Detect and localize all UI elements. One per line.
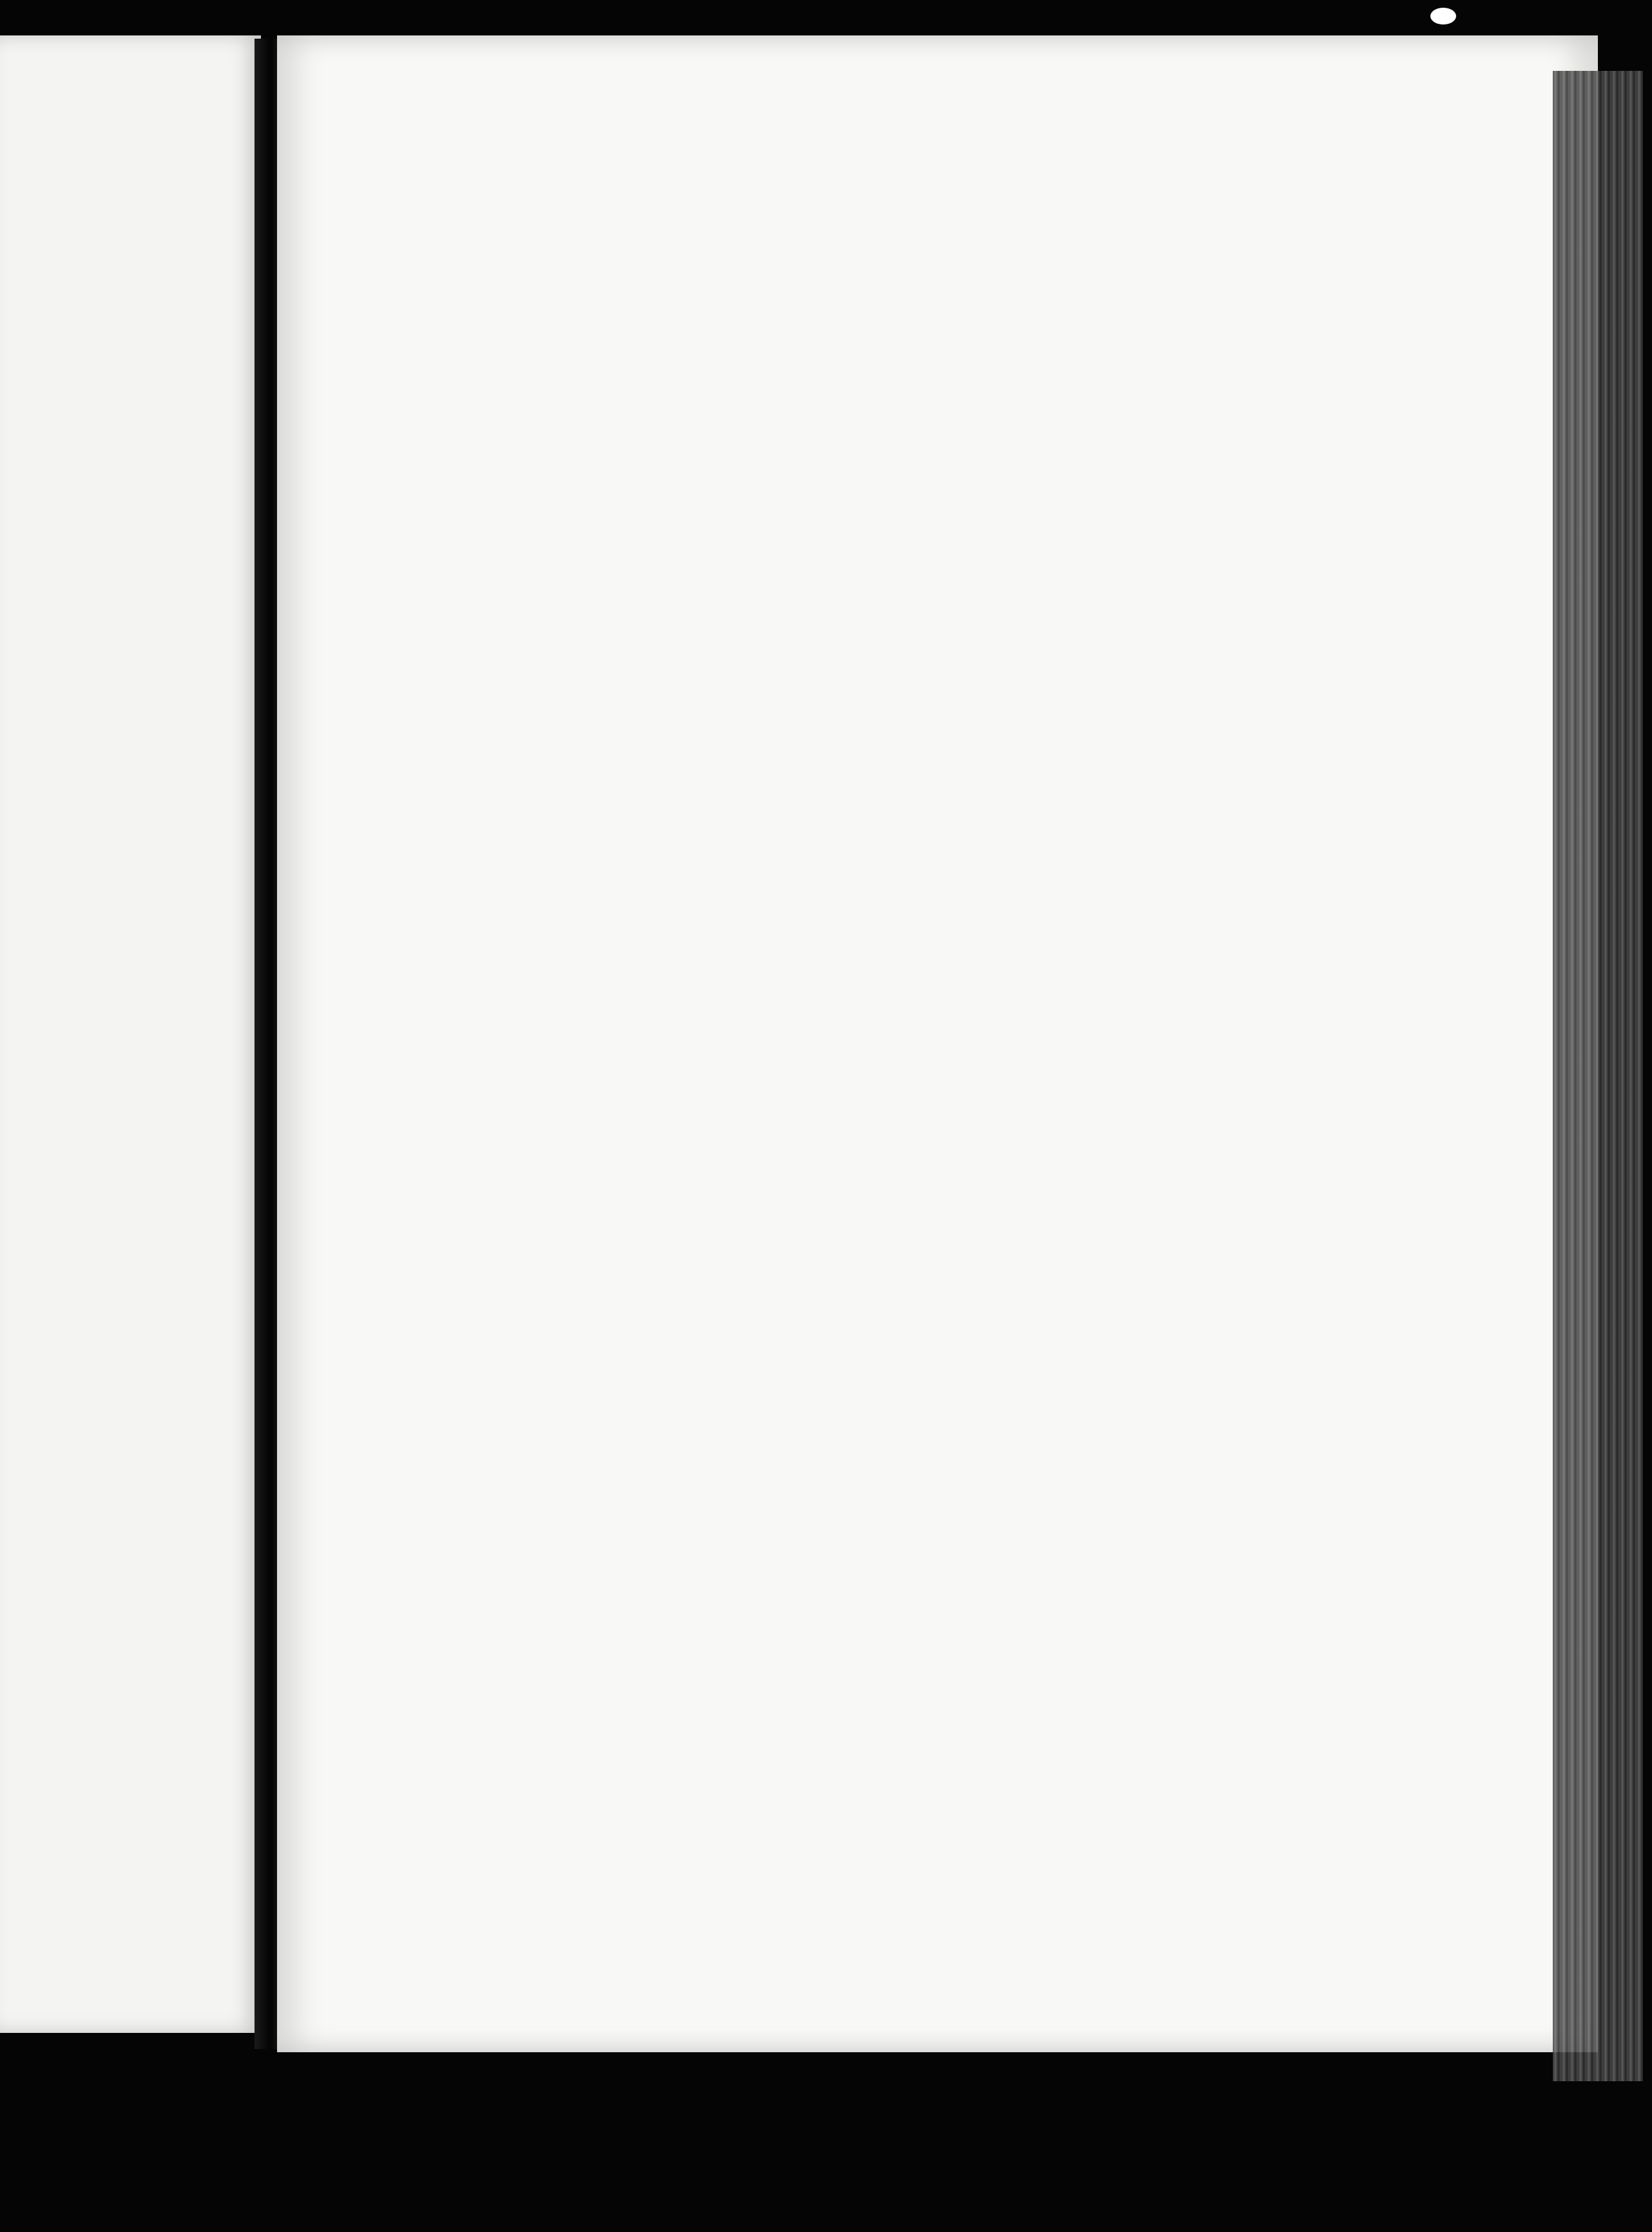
previous-page-fragment	[0, 35, 261, 2033]
scan-speck	[1430, 8, 1456, 24]
page-edges	[1553, 71, 1643, 2081]
